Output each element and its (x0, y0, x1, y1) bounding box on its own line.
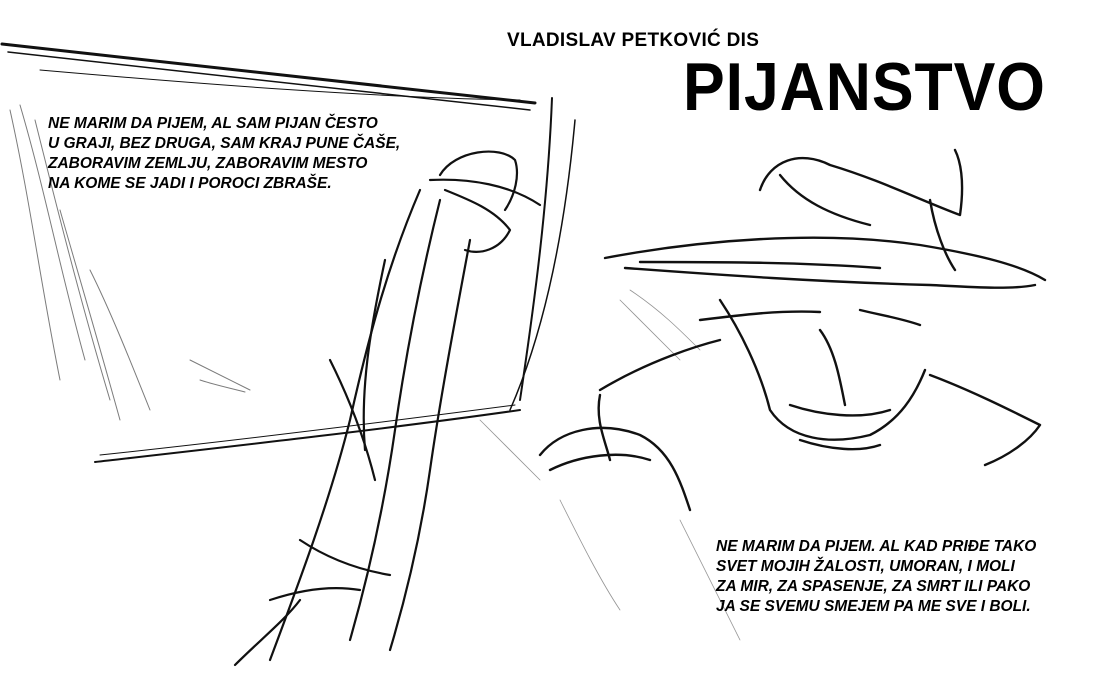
stanza-line: NE MARIM DA PIJEM. AL KAD PRIĐE TAKO (716, 538, 1037, 555)
face-outline (720, 300, 925, 440)
stanza-line: NA KOME SE JADI I POROCI ZBRAŠE. (48, 175, 332, 192)
stanza-line: SVET MOJIH ŽALOSTI, UMORAN, I MOLI (716, 558, 1015, 575)
stanza-line: JA SE SVEMU SMEJEM PA ME SVE I BOLI. (716, 598, 1031, 615)
frame-right-line (520, 98, 552, 400)
poem-title: PIJANSTVO (683, 49, 1046, 125)
stanza-line: ZA MIR, ZA SPASENJE, ZA SMRT ILI PAKO (716, 578, 1031, 595)
stanza-2 (716, 537, 1036, 617)
stanza-line: U GRAJI, BEZ DRUGA, SAM KRAJ PUNE ČAŠE, (48, 135, 401, 152)
shoulder-line (600, 340, 720, 390)
standing-figure (235, 152, 540, 665)
stanza-line: NE MARIM DA PIJEM, AL SAM PIJAN ČESTO (48, 115, 378, 132)
shading (480, 290, 740, 640)
stanza-line: ZABORAVIM ZEMLJU, ZABORAVIM MESTO (48, 155, 368, 172)
hat-man-figure (540, 150, 1045, 510)
frame-bottom-line (95, 410, 520, 462)
author-name: VLADISLAV PETKOVIĆ DIS (507, 30, 760, 51)
hat-brim (605, 238, 1045, 280)
stanza-1 (48, 114, 400, 194)
table-arc (540, 428, 690, 510)
